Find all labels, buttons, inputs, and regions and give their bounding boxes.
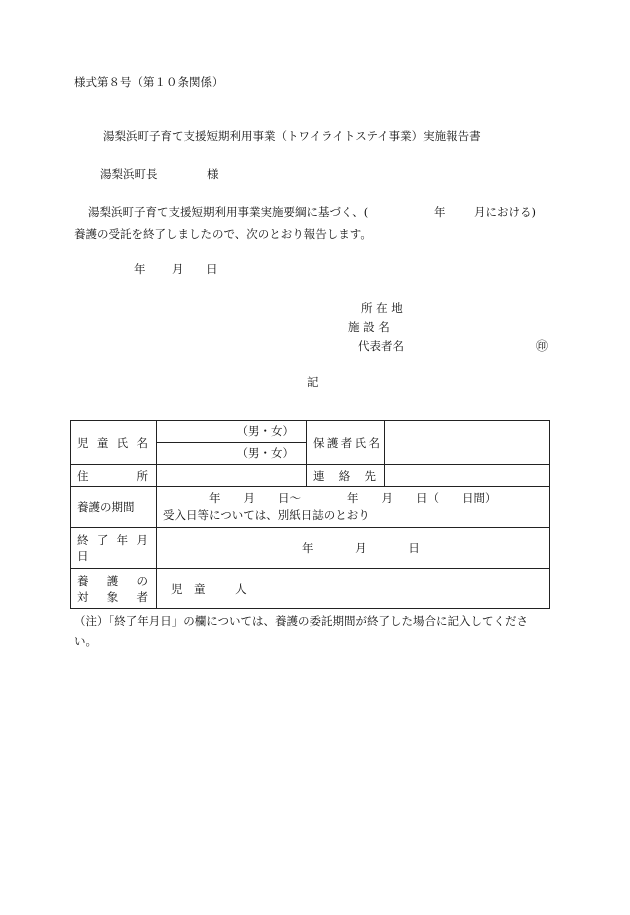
- end-date-value-cell[interactable]: [157, 528, 550, 569]
- address-label: 所 在 地: [361, 301, 403, 315]
- guardian-label: 保護者氏名: [313, 435, 380, 450]
- target-child: 児 童: [171, 581, 206, 596]
- date-day: 日: [206, 262, 218, 276]
- guardian-label-cell: [307, 421, 385, 465]
- note-line-2: い。: [74, 634, 97, 648]
- end-date-row: [71, 528, 550, 569]
- child-name-label-cell: [71, 421, 157, 465]
- addressee-honorific: 様: [207, 167, 219, 181]
- address-label-cell: [71, 465, 157, 487]
- body-line-2: 養護の受託を終了しましたので、次のとおり報告します。: [74, 227, 372, 241]
- body-year: 年: [434, 205, 446, 219]
- date-month: 月: [172, 262, 184, 276]
- child-name-row: [71, 421, 550, 465]
- period-note: 受入日等については、別紙日誌のとおり: [163, 508, 370, 522]
- target-label-cell: [71, 569, 157, 609]
- note-line-1: （注）「終了年月日」の欄については、養護の委託期間が終了した場合に記入してくださ: [74, 614, 529, 628]
- target-label-line-2: 対 象 者: [77, 589, 148, 604]
- target-label-line-1: 養 護 の: [77, 573, 148, 588]
- facility-label: 施 設 名: [348, 320, 390, 334]
- seal-mark: ㊞: [536, 339, 549, 353]
- document-title: 湯梨浜町子育て支援短期利用事業（トワイライトステイ事業）実施報告書: [103, 129, 481, 143]
- guardian-value-cell[interactable]: [385, 421, 550, 465]
- period-line: 年 月 日～ 年 月 日（ 日間）: [209, 491, 497, 505]
- address-row-label: 住 所: [77, 468, 148, 483]
- body-line-1: 湯梨浜町子育て支援短期利用事業実施要綱に基づく、(: [88, 205, 369, 219]
- gender-option-2: （男・女）: [236, 446, 294, 460]
- end-date-label-cell: [71, 528, 157, 569]
- end-date-day: 日: [408, 541, 420, 555]
- addressee-name: 湯梨浜町長: [100, 167, 158, 181]
- end-date-label: 終 了 年 月 日: [77, 533, 148, 563]
- end-date-year: 年: [302, 541, 314, 555]
- representative-label: 代表者名: [358, 339, 404, 353]
- period-row: [71, 487, 550, 528]
- target-row: [71, 569, 550, 609]
- contact-label: 連 絡 先: [313, 468, 376, 483]
- child-name-value-cell[interactable]: [157, 421, 307, 465]
- contact-value-cell[interactable]: [385, 465, 550, 487]
- address-row: [71, 465, 550, 487]
- form-number: 様式第８号（第１０条関係）: [74, 75, 224, 89]
- child-name-label: 児 童 氏 名: [77, 435, 148, 450]
- body-month-phrase: 月における): [474, 205, 536, 219]
- contact-label-cell: [307, 465, 385, 487]
- ki-label: 記: [307, 375, 319, 389]
- gender-option-1: （男・女）: [157, 421, 306, 443]
- end-date-month: 月: [355, 541, 367, 555]
- date-year: 年: [134, 262, 146, 276]
- period-value-cell[interactable]: [157, 487, 550, 528]
- report-table: [70, 420, 550, 609]
- target-value-cell[interactable]: [157, 569, 550, 609]
- target-count-unit: 人: [235, 581, 247, 596]
- period-label: 養護の期間: [77, 500, 135, 514]
- period-label-cell: [71, 487, 157, 528]
- address-value-cell[interactable]: [157, 465, 307, 487]
